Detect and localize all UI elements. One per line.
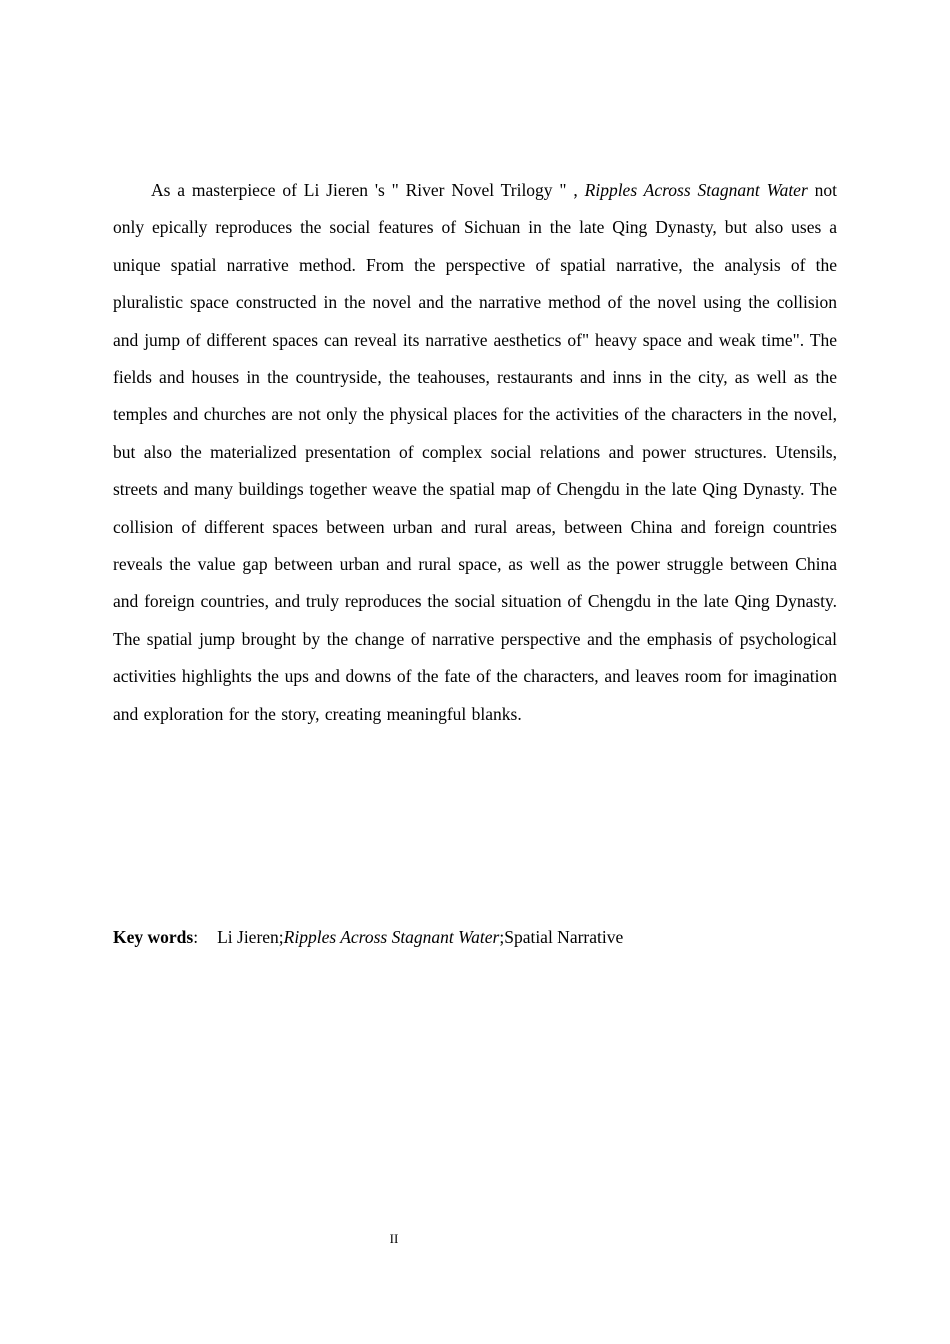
keyword-author: Li Jieren; <box>217 927 284 947</box>
page-number: II <box>389 1231 399 1246</box>
abstract-text-start: As a masterpiece of Li Jieren 's " River Novel Trilogy " , <box>151 180 585 200</box>
keywords-colon: : <box>193 927 199 947</box>
keywords-label: Key words <box>113 927 194 947</box>
keyword-topic: ;Spatial Narrative <box>499 927 624 947</box>
abstract-paragraph <box>113 172 837 733</box>
abstract-text-body: not only epically reproduces the social features of Sichuan in the late Qing Dynasty, but also uses a unique spatial narrative method. From the perspective of spatial narrative, the analysis of the pluralistic space constructed in the novel and the narrative method of the novel using the collision and jump of different spaces can reveal its narrative aesthetics of" heavy space and weak time". The fields and houses in the countryside, the teahouses, restaurants and inns in the city, as well as the temples and churches are not only the physical places for the activities of the characters in the novel, but also the materialized presentation of complex social relations and power structures. Utensils, streets and many buildings together weave the spatial map of Chengdu in the late Qing Dynasty. The collision of different spaces between urban and rural areas, between China and foreign countries reveals the value gap between urban and rural space, as well as the power struggle between China and foreign countries, and truly reproduces the social situation of Chengdu in the late Qing Dynasty. The spatial jump brought by the change of narrative perspective and the emphasis of psychological activities highlights the ups and downs of the fate of the characters, and leaves room for imagination and exploration for the story, creating meaningful blanks. <box>113 180 837 724</box>
keyword-title: Ripples Across Stagnant Water <box>283 927 500 947</box>
novel-title: Ripples Across Stagnant Water <box>584 180 808 200</box>
keywords-line <box>113 922 837 952</box>
